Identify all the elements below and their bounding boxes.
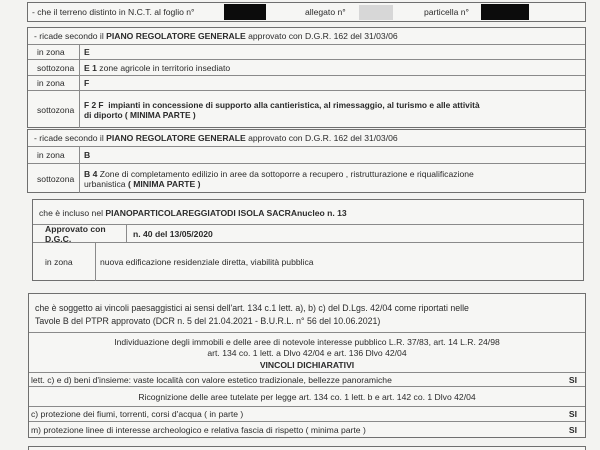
prg1-row-code: F 2 F xyxy=(84,99,104,110)
prg2-row-value: B xyxy=(84,150,91,160)
ppr-header xyxy=(33,200,583,225)
prg1-row-sottozona-e1 xyxy=(28,60,585,76)
vincoli-intro-line1: che è soggetto ai vincoli paesaggistici ai sensi dell'art. 134 c.1 lett. a), b) c) del D.Lgs. 42/04 come riportati nelle xyxy=(35,303,469,313)
prg1-row-zona-e xyxy=(28,45,585,60)
prg-section-2 xyxy=(27,129,586,193)
ppr-header-bold: PIANOPARTICOLAREGGIATODI ISOLA SACRAnucleo n. 13 xyxy=(105,208,347,218)
ppr-section xyxy=(32,199,584,281)
parcel-allegato-label: allegato n° xyxy=(305,7,346,17)
prg2-row-value-line2: urbanistica xyxy=(84,178,126,189)
prg1-row-sottozona-f2f xyxy=(28,91,585,128)
parcel-foglio-label: - che il terreno distinto in N.C.T. al foglio n° xyxy=(32,7,195,17)
ppr-zona-value: nuova edificazione residenziale diretta, viabilità pubblica xyxy=(100,257,314,267)
prg1-row-value: E xyxy=(84,47,90,57)
vincoli-row-cd-text: lett. c) e d) beni d'insieme: vaste località con valore estetico tradizionale, bellezze panoramiche xyxy=(31,375,392,385)
prg1-row-zona-f xyxy=(28,76,585,91)
vincoli-row-c-si: SI xyxy=(568,409,577,419)
prg1-header-post: approvato con D.G.R. 162 del 31/03/06 xyxy=(248,31,398,41)
prg1-row-value: zone agricole in territorio insediato xyxy=(99,62,231,73)
prg-section-1 xyxy=(27,27,586,128)
ppr-row-zona xyxy=(33,243,583,281)
prg2-header-pre: - ricade secondo il xyxy=(34,133,104,143)
vincoli-row-m-text: m) protezione linee di interesse archeologico e relativa fascia di rispetto ( minima parte ) xyxy=(31,425,366,435)
vincoli-individuazione xyxy=(29,333,585,373)
ppr-zona-label: in zona xyxy=(33,243,96,281)
prg1-row-value-line2: di diporto ( MINIMA PARTE ) xyxy=(84,109,196,120)
vincoli-intro-line2: Tavole B del PTPR approvato (DCR n. 5 del 21.04.2021 - B.U.R.L. n° 56 del 10.06.2021) xyxy=(35,316,381,326)
ppr-approvato-label: Approvato con D.G.C. xyxy=(33,225,127,242)
parcel-info-box xyxy=(27,2,586,22)
vincoli-row-cd xyxy=(29,373,585,387)
prg1-header xyxy=(28,28,585,45)
vincoli-dichiarativi-title: VINCOLI DICHIARATIVI xyxy=(259,360,355,370)
vincoli-ind-line1: Individuazione degli immobili e delle aree di notevole interesse pubblico L.R. 37/83, art. 14 L.R. 24/98 xyxy=(114,337,500,347)
vincoli-row-cd-si: SI xyxy=(568,375,577,385)
prg2-header xyxy=(28,130,585,147)
redacted-particella xyxy=(481,4,529,20)
prg1-header-pre: - ricade secondo il xyxy=(34,31,104,41)
prg1-row-label: sottozona xyxy=(28,60,80,75)
prg1-row-label: in zona xyxy=(28,76,80,90)
vincoli-intro xyxy=(29,294,585,333)
vincoli-section xyxy=(28,293,586,438)
vincoli-ind-line2: art. 134 co. 1 lett. a Dlvo 42/04 e art. 136 Dlvo 42/04 xyxy=(207,348,407,358)
prg2-row-label: in zona xyxy=(28,147,80,163)
vincoli-row-m-si: SI xyxy=(568,425,577,435)
prg2-row-value-line1: Zone di completamento edilizio in aree da sottoporre a recupero , ristrutturazione e riqualificazione xyxy=(99,168,474,179)
prg2-row-zona-b xyxy=(28,147,585,164)
prg2-row-code: B 4 xyxy=(84,168,98,179)
redacted-foglio xyxy=(224,4,266,20)
ppr-header-pre: che è incluso nel xyxy=(39,208,104,218)
prg2-row-value-line2-bold: ( MINIMA PARTE ) xyxy=(127,178,201,189)
vincoli-row-m xyxy=(29,422,585,438)
prg2-row-sottozona-b4 xyxy=(28,164,585,193)
prg2-row-label: sottozona xyxy=(28,164,80,193)
prg1-row-code: E 1 xyxy=(84,62,97,73)
ppr-approvato-value: n. 40 del 13/05/2020 xyxy=(133,228,213,239)
prg2-header-bold: PIANO REGOLATORE GENERALE xyxy=(106,133,246,143)
prg1-row-value-line1: impianti in concessione di supporto alla cantieristica, al rimessaggio, al turismo e alle attività xyxy=(108,99,480,110)
vincoli-row-c xyxy=(29,407,585,422)
ppr-row-approvato xyxy=(33,225,583,243)
prg1-row-label: sottozona xyxy=(28,91,80,128)
prg1-header-bold: PIANO REGOLATORE GENERALE xyxy=(106,31,246,41)
vincoli-ricognizione-text: Ricognizione delle aree tutelate per legge art. 134 co. 1 lett. b e art. 142 co. 1 Dlvo 42/04 xyxy=(138,392,476,402)
prg1-row-value: F xyxy=(84,78,90,88)
vincoli-ricognizione xyxy=(29,387,585,407)
parcel-particella-label: particella n° xyxy=(424,7,469,17)
vincoli-row-c-text: c) protezione dei fiumi, torrenti, corsi d'acqua ( in parte ) xyxy=(31,409,244,419)
next-row-edge xyxy=(28,446,586,450)
prg1-row-label: in zona xyxy=(28,45,80,59)
prg2-header-post: approvato con D.G.R. 162 del 31/03/06 xyxy=(248,133,398,143)
redacted-allegato xyxy=(359,5,393,20)
